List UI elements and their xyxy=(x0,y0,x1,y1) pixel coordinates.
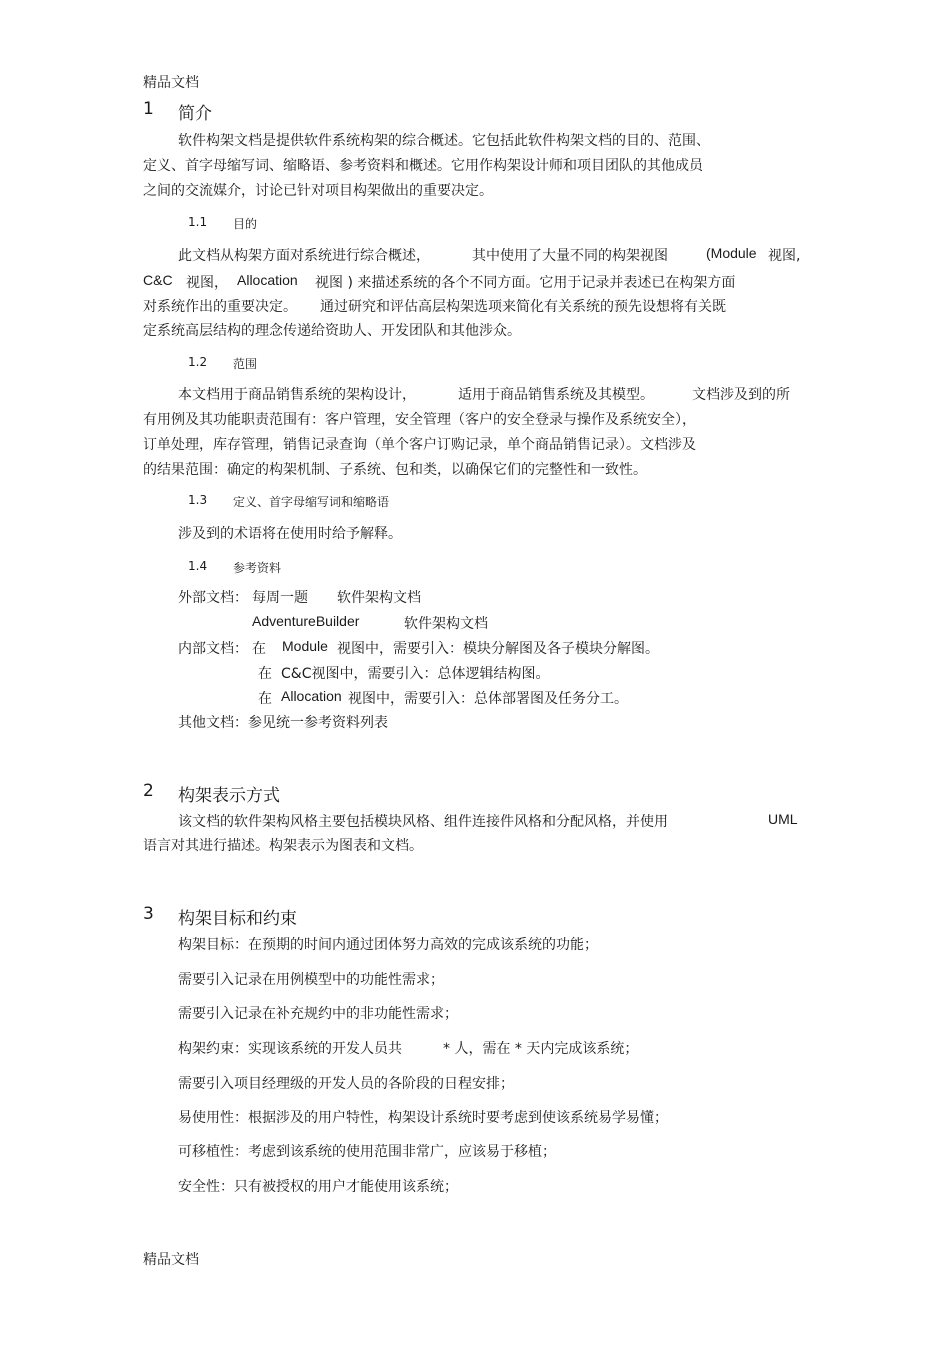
s3-item-8: 安全性：只有被授权的用户才能使用该系统； xyxy=(178,1179,458,1195)
s11-line2-d: 视图 ) 来描述系统的各个不同方面。它用于记录并表述已在构架方面 xyxy=(315,275,736,291)
s12-line4: 的结果范围：确定的构架机制、子系统、包和类，以确保它们的完整性和一致性。 xyxy=(143,462,647,478)
s12-line3: 订单处理，库存管理，销售记录查询（单个客户订购记录，单个商品销售记录）。文档涉及 xyxy=(143,437,696,453)
section-2-title: 构架表示方式 xyxy=(178,786,280,806)
ref-internal-label: 内部文档： xyxy=(178,641,248,657)
section-1-3-number: 1.3 xyxy=(188,493,208,507)
section-1-2-title: 范围 xyxy=(233,357,258,371)
section-1-line-2: 定义、首字母缩写词、缩略语、参考资料和概述。它用作构架设计师和项目团队的其他成员 xyxy=(143,158,703,174)
section-1-line-1: 软件构架文档是提供软件系统构架的综合概述。它包括此软件构架文档的目的、范围、 xyxy=(178,133,710,149)
section-1-number: 1 xyxy=(143,99,154,119)
section-1-4-title: 参考资料 xyxy=(233,561,282,575)
ref-internal-2-b: C&C视图中，需要引入：总体逻辑结构图。 xyxy=(281,666,550,682)
ref-external-1-a: 每周一题 xyxy=(252,590,308,606)
s3-item-6: 易使用性：根据涉及的用户特性，构架设计系统时要考虑到使该系统易学易懂； xyxy=(178,1110,668,1126)
ref-internal-3-c: 视图中，需要引入：总体部署图及任务分工。 xyxy=(348,691,628,707)
s3-item-4-tail: * 人，需在 * 天内完成该系统； xyxy=(443,1041,639,1057)
ref-external-1-b: 软件架构文档 xyxy=(337,590,421,606)
ref-external-label: 外部文档： xyxy=(178,590,248,606)
s3-item-5: 需要引入项目经理级的开发人员的各阶段的日程安排； xyxy=(178,1076,514,1092)
s12-line2: 有用例及其功能职责范围有：客户管理，安全管理（客户的安全登录与操作及系统安全）， xyxy=(143,412,696,428)
s11-line3-a: 对系统作出的重要决定。 xyxy=(143,299,297,315)
ref-internal-1-b: Module xyxy=(282,638,328,654)
s3-item-3: 需要引入记录在补充规约中的非功能性需求； xyxy=(178,1006,458,1022)
ref-other: 其他文档：参见统一参考资料列表 xyxy=(178,715,388,731)
s11-line1-c: (Module xyxy=(706,245,757,261)
s11-line1-a: 此文档从构架方面对系统进行综合概述， xyxy=(178,248,430,264)
s11-line2-a: C&C xyxy=(143,272,173,288)
section-2-number: 2 xyxy=(143,781,154,801)
s11-line1-d: 视图, xyxy=(768,248,801,264)
page-footer: 精品文档 xyxy=(143,1252,199,1268)
s12-line1-c: 文档涉及到的所 xyxy=(692,387,790,403)
ref-internal-2-a: 在 xyxy=(258,666,272,682)
s3-item-7: 可移植性：考虑到该系统的使用范围非常广，应该易于移植； xyxy=(178,1144,556,1160)
s11-line4: 定系统高层结构的理念传递给资助人、开发团队和其他涉众。 xyxy=(143,323,521,339)
ref-internal-1-c: 视图中，需要引入：模块分解图及各子模块分解图。 xyxy=(337,641,659,657)
s2-line1-a: 该文档的软件架构风格主要包括模块风格、组件连接件风格和分配风格，并使用 xyxy=(178,814,668,830)
section-1-4-number: 1.4 xyxy=(188,559,208,573)
s13-line1: 涉及到的术语将在使用时给予解释。 xyxy=(178,526,402,542)
section-1-line-3: 之间的交流媒介，讨论已针对项目构架做出的重要决定。 xyxy=(143,183,493,199)
ref-external-2-a: AdventureBuilder xyxy=(252,613,360,629)
section-1-3-title: 定义、首字母缩写词和缩略语 xyxy=(233,495,390,509)
s2-line2: 语言对其进行描述。构架表示为图表和文档。 xyxy=(143,838,423,854)
s2-line1-b: UML xyxy=(768,811,798,827)
section-1-2-number: 1.2 xyxy=(188,355,208,369)
s12-line1-a: 本文档用于商品销售系统的架构设计， xyxy=(178,387,416,403)
s3-item-2: 需要引入记录在用例模型中的功能性需求； xyxy=(178,972,444,988)
section-3-title: 构架目标和约束 xyxy=(178,909,297,929)
ref-external-2-b: 软件架构文档 xyxy=(404,616,488,632)
s11-line2-c: Allocation xyxy=(237,272,298,288)
ref-internal-3-a: 在 xyxy=(258,691,272,707)
ref-internal-1-a: 在 xyxy=(252,641,266,657)
s11-line2-b: 视图， xyxy=(186,275,228,291)
page-header: 精品文档 xyxy=(143,75,199,91)
s11-line3-b: 通过研究和评估高层构架选项来简化有关系统的预先设想将有关既 xyxy=(320,299,726,315)
section-1-1-title: 目的 xyxy=(233,217,258,231)
s3-item-4: 构架约束：实现该系统的开发人员共 xyxy=(178,1041,402,1057)
ref-internal-3-b: Allocation xyxy=(281,688,342,704)
section-1-1-number: 1.1 xyxy=(188,215,208,229)
s12-line1-b: 适用于商品销售系统及其模型。 xyxy=(458,387,654,403)
s11-line1-b: 其中使用了大量不同的构架视图 xyxy=(472,248,668,264)
s3-item-1: 构架目标：在预期的时间内通过团体努力高效的完成该系统的功能； xyxy=(178,937,598,953)
section-3-number: 3 xyxy=(143,904,154,924)
section-1-title: 简介 xyxy=(178,104,212,124)
